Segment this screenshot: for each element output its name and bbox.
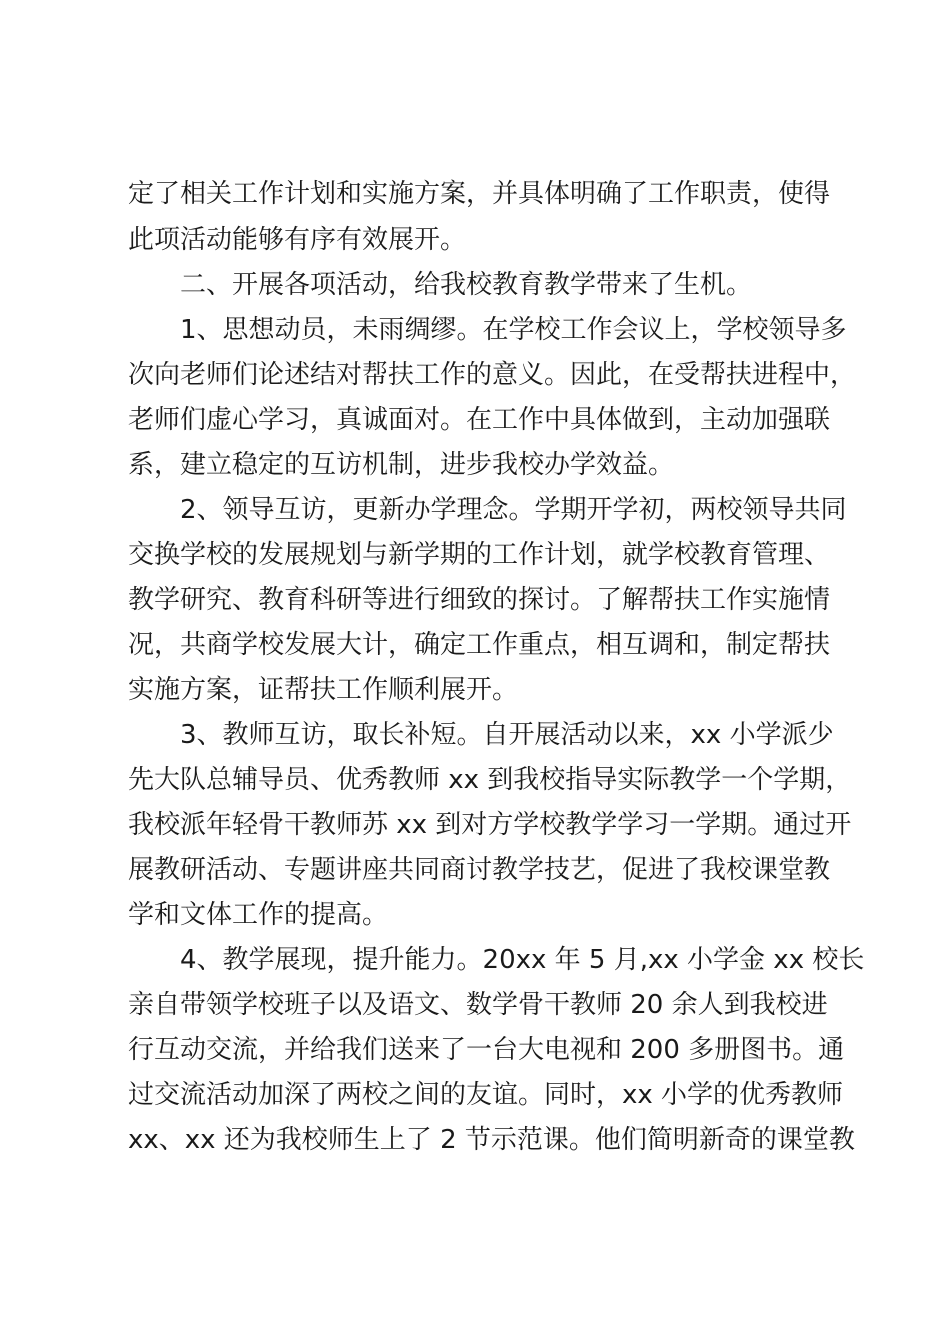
paragraph-2-line: 况，共商学校发展大计，确定工作重点，相互调和，制定帮扶 [128,630,831,660]
paragraph-1-line: 系，建立稳定的互访机制，进步我校办学效益。 [128,450,675,480]
paragraph-3-line: 学和文体工作的提高。 [128,900,389,930]
text-line: 此项活动能够有序有效展开。 [128,225,467,255]
paragraph-3-line: 先大队总辅导员、优秀教师 xx 到我校指导实际教学一个学期， [128,765,852,795]
paragraph-4-line: 过交流活动加深了两校之间的友谊。同时，xx 小学的优秀教师 [128,1080,844,1110]
section-heading: 二、开展各项活动，给我校教育教学带来了生机。 [180,270,753,300]
paragraph-4-line: 亲自带领学校班子以及语文、数学骨干教师 20 余人到我校进 [128,990,828,1020]
paragraph-2-line: 实施方案，证帮扶工作顺利展开。 [128,675,519,705]
paragraph-1-line: 次向老师们论述结对帮扶工作的意义。因此，在受帮扶进程中， [128,360,857,390]
paragraph-4-line: 行互动交流，并给我们送来了一台大电视和 200 多册图书。通 [128,1035,845,1065]
paragraph-4-line: 4、教学展现，提升能力。20xx 年 5 月,xx 小学金 xx 校长 [180,945,865,975]
paragraph-1-line: 老师们虚心学习，真诚面对。在工作中具体做到，主动加强联 [128,405,831,435]
paragraph-2-line: 教学研究、教育科研等进行细致的探讨。了解帮扶工作实施情 [128,585,831,615]
paragraph-2-line: 2、领导互访，更新办学理念。学期开学初，两校领导共同 [180,495,847,525]
paragraph-4-line: xx、xx 还为我校师生上了 2 节示范课。他们简明新奇的课堂教 [128,1125,855,1155]
paragraph-1-line: 1、思想动员，未雨绸缪。在学校工作会议上，学校领导多 [180,315,847,345]
paragraph-3-line: 3、教师互访，取长补短。自开展活动以来，xx 小学派少 [180,720,834,750]
paragraph-3-line: 展教研活动、专题讲座共同商讨教学技艺，促进了我校课堂教 [128,855,831,885]
text-line: 定了相关工作计划和实施方案，并具体明确了工作职责，使得 [128,179,831,209]
paragraph-3-line: 我校派年轻骨干教师苏 xx 到对方学校教学学习一学期。通过开 [128,810,852,840]
paragraph-2-line: 交换学校的发展规划与新学期的工作计划，就学校教育管理、 [128,540,831,570]
